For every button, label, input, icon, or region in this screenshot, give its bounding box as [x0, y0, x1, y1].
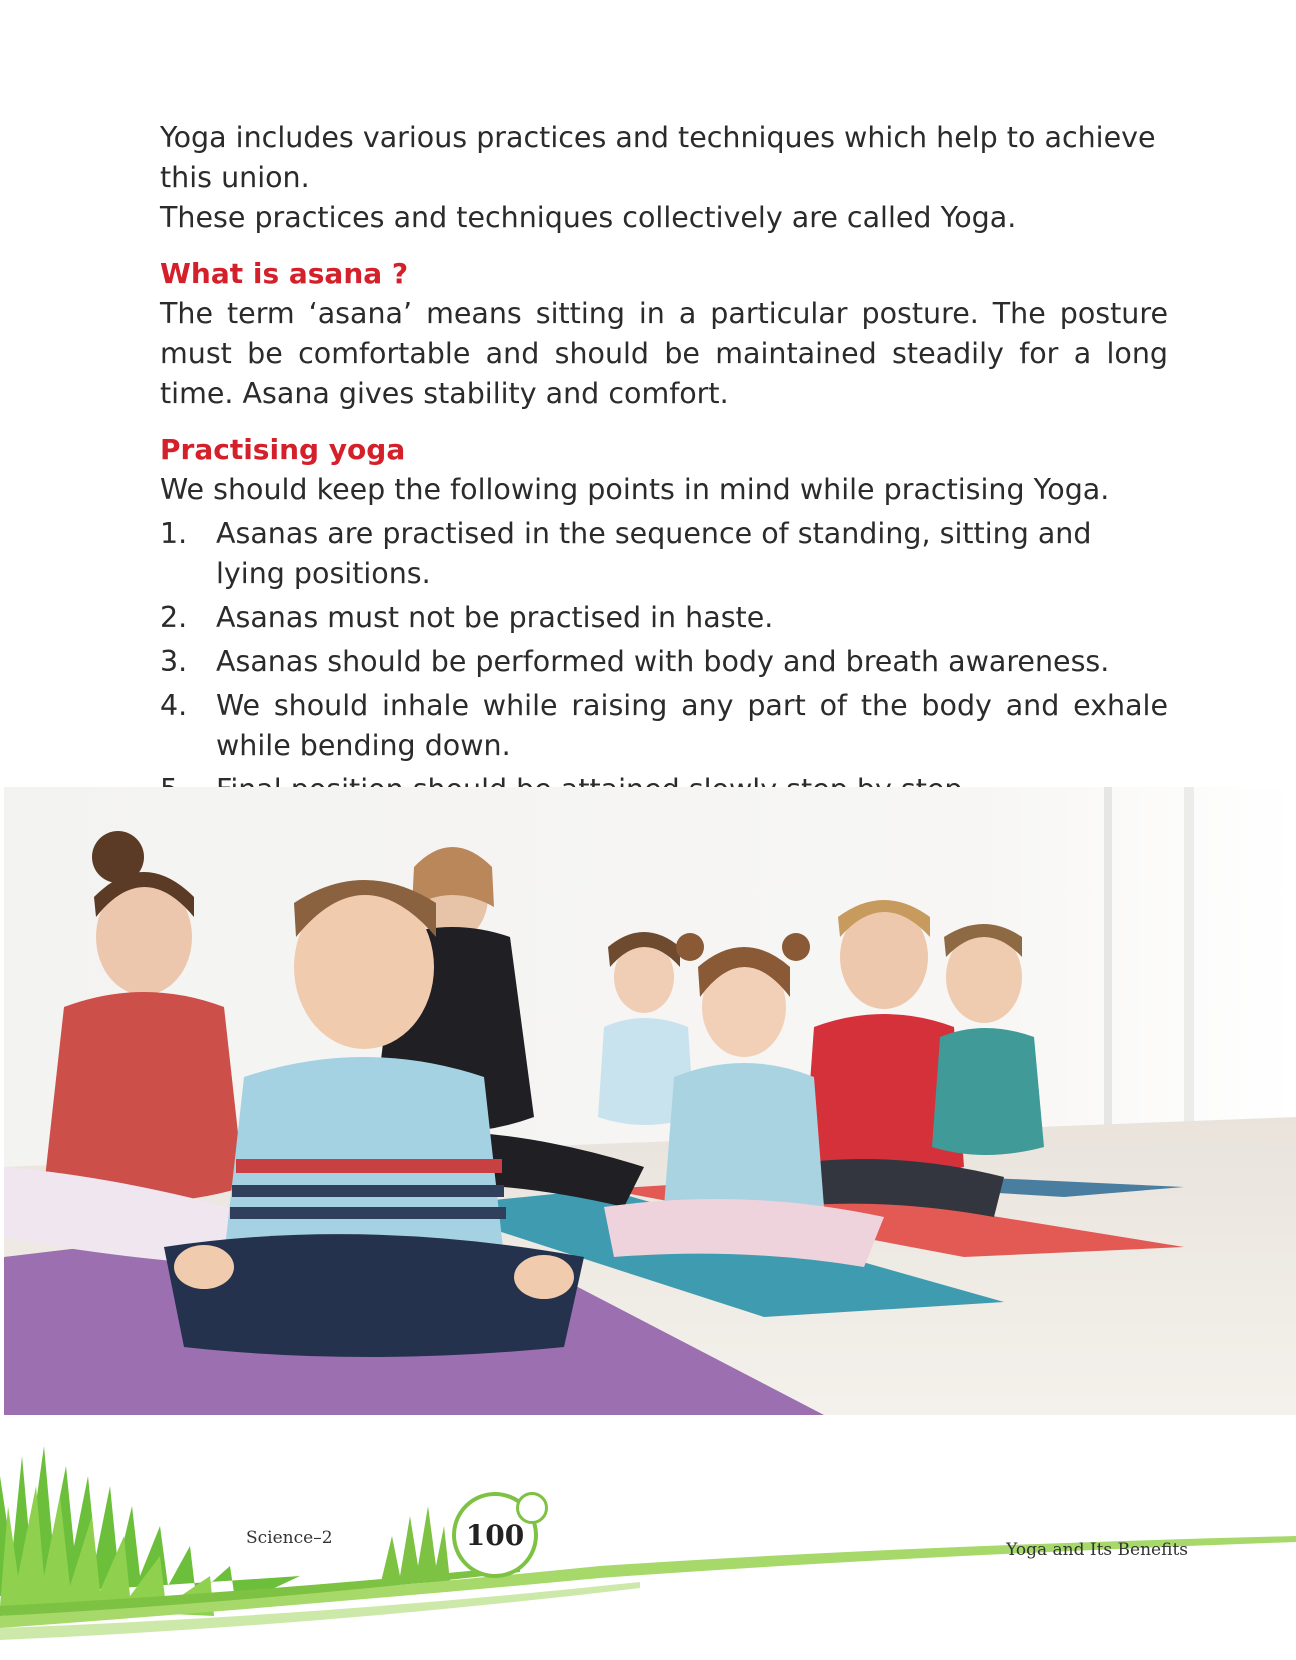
intro-line-1: Yoga includes various practices and techniques which help to achieve this union. — [160, 121, 1156, 194]
intro-line-2: These practices and techniques collectively are called Yoga. — [160, 201, 1017, 234]
list-item-text: Asanas should be performed with body and breath awareness. — [216, 645, 1110, 678]
page-content — [160, 118, 1168, 854]
list-item-number: 2. — [160, 601, 188, 634]
list-item — [160, 642, 1168, 682]
list-item-number: 1. — [160, 517, 188, 550]
page-number: 100 — [452, 1492, 538, 1578]
list-item-number: 3. — [160, 645, 188, 678]
practising-heading: Practising yoga — [160, 433, 406, 466]
chapter-title: Yoga and Its Benefits — [1006, 1540, 1188, 1560]
list-item-text: Asanas are practised in the sequence of standing, sitting and lying positions. — [216, 517, 1092, 590]
list-item-text: Asanas must not be practised in haste. — [216, 601, 774, 634]
asana-heading: What is asana ? — [160, 257, 409, 290]
page-footer — [0, 1416, 1296, 1656]
yoga-class-photo — [4, 787, 1296, 1415]
decorative-circle-icon — [516, 1492, 548, 1524]
book-title: Science–2 — [246, 1528, 333, 1548]
list-item-text: We should inhale while raising any part of the body and exhale while bending down. — [216, 689, 1168, 762]
list-item — [160, 514, 1168, 594]
list-item-number: 4. — [160, 689, 188, 722]
list-item — [160, 598, 1168, 638]
practising-intro: We should keep the following points in mind while practising Yoga. — [160, 473, 1110, 506]
list-item — [160, 686, 1168, 766]
grass-decoration — [0, 1416, 1296, 1656]
asana-body: The term ‘asana’ means sitting in a particular posture. The posture must be comfortable and should be maintained steadily for a long time. Asana gives stability and comfort. — [160, 297, 1168, 410]
